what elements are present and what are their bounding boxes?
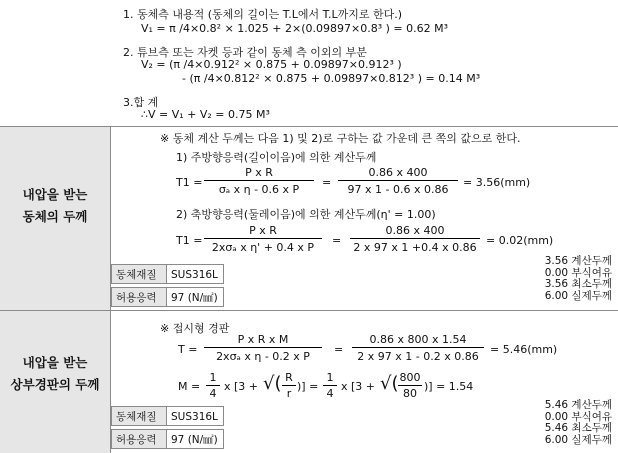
- fraction-bar: [323, 385, 337, 386]
- sec1-result-corrosion: 0.00 부식여유: [544, 266, 612, 279]
- equals-sign: =: [332, 234, 342, 247]
- t-denominator: 2xσₐ x η - 0.2 x P: [216, 350, 310, 363]
- sec2-result-actual: 6.00 실제두께: [544, 433, 612, 446]
- m-lhs: M =: [178, 380, 201, 393]
- sec1-result-calc: 3.56 계산두께: [544, 255, 612, 267]
- sec2-label: [0, 352, 110, 396]
- sec1-result-min: 3.56 최소두께: [544, 278, 612, 290]
- fraction-bar: [352, 347, 484, 348]
- t1-denominator: σₐ x η - 0.6 x P: [218, 183, 300, 196]
- sec1-material-label: 동체재질: [111, 264, 167, 284]
- sec1-label-line1: 내압을 받는: [22, 187, 88, 202]
- fraction-bar: [204, 180, 314, 181]
- sec1-note: ※ 동체 계산 두께는 다음 1) 및 2)로 구하는 값 가운데 큰 쪽의 값으로 한다.: [160, 132, 521, 145]
- sec1-label-line2: 동체의 두께: [22, 209, 88, 224]
- t-denominator-values: 2 x 97 x 1 - 0.2 x 0.86: [357, 350, 479, 363]
- m-quarter2-num: 1: [326, 371, 334, 384]
- t1-numerator-values: 0.86 x 400: [368, 166, 428, 179]
- equals-sign: =: [322, 176, 332, 189]
- t2-numerator-values: 0.86 x 400: [385, 224, 445, 237]
- sqrt-symbol: √(: [263, 373, 282, 394]
- fraction-bar: [338, 180, 458, 181]
- fraction-bar: [204, 347, 322, 348]
- sec1-result-actual: 6.00 실제두께: [544, 289, 612, 302]
- section2-formula-1: V₂ = (π /4×0.912² × 0.875 + 0.09897×0.912³ ): [141, 58, 402, 71]
- sec2-material-label: 동체재질: [111, 406, 167, 426]
- m-quarter2-den: 4: [326, 387, 334, 400]
- sec1-label: [0, 184, 110, 228]
- sec1-stress-value: 97 (N/㎟): [166, 287, 224, 307]
- m-80: 80: [403, 387, 417, 400]
- t2-result: = 0.02(mm): [486, 234, 554, 247]
- section3-title: 3.합 계: [123, 96, 159, 109]
- m-r: r: [286, 387, 292, 400]
- sec1-results: [545, 256, 612, 302]
- equals-sign: =: [334, 343, 344, 356]
- sec1-material-value: SUS316L: [166, 264, 224, 284]
- t2-denominator: 2xσₐ x η' + 0.4 x P: [211, 241, 315, 254]
- sec2-stress-value: 97 (N/㎟): [166, 429, 224, 449]
- section1-formula: V₁ = π /4×0.8² × 1.025 + 2×(0.09897×0.8³ ) = 0.62 M³: [141, 22, 449, 35]
- section2-title: 2. 튜브측 또는 자켓 등과 같이 동체 측 이외의 부분: [123, 46, 367, 59]
- sqrt-symbol: √(: [380, 373, 399, 394]
- t2-numerator: P x R: [249, 224, 277, 237]
- sec1-item1: 1) 주방향응력(길이이음)에 의한 계산두께: [176, 151, 377, 164]
- sec2-note: ※ 접시형 경판: [160, 322, 230, 335]
- fraction-bar: [398, 385, 422, 386]
- t2-denominator-values: 2 x 97 x 1 +0.4 x 0.86: [353, 241, 477, 254]
- m-bracket2-open: x [3 +: [341, 380, 376, 393]
- t-numerator-values: 0.86 x 800 x 1.54: [369, 333, 467, 346]
- t-result: = 5.46(mm): [490, 343, 558, 356]
- m-800: 800: [399, 371, 421, 384]
- m-bracket-close: )] =: [297, 380, 319, 393]
- t1-denominator-values: 97 x 1 - 0.6 x 0.86: [347, 183, 449, 196]
- section2-formula-2: - (π /4×0.812² × 0.875 + 0.09897×0.812³ ) = 0.14 M³: [182, 72, 481, 85]
- t1-result: = 3.56(mm): [463, 176, 531, 189]
- m-quarter-num: 1: [209, 371, 217, 384]
- t-numerator: P x R x M: [237, 333, 289, 346]
- sec2-results: [545, 400, 612, 446]
- fraction-bar: [350, 238, 480, 239]
- sec1-stress-label: 허용응력: [111, 287, 167, 307]
- t1-lhs: T1 =: [176, 176, 203, 189]
- sec2-result-calc: 5.46 계산두께: [544, 399, 612, 411]
- sec2-result-corrosion: 0.00 부식여유: [544, 410, 612, 423]
- section1-title: 1. 동체측 내용적 (동체의 길이는 T.L에서 T.L까지로 한다.): [123, 8, 403, 21]
- fraction-bar: [282, 385, 296, 386]
- t2-lhs: T1 =: [176, 234, 203, 247]
- section3-formula: ∴V = V₁ + V₂ = 0.75 M³: [141, 108, 270, 121]
- m-quarter-den: 4: [209, 387, 217, 400]
- sec1-item2: 2) 축방향응력(둘레이음)에 의한 계산두께(η' = 1.00): [176, 208, 436, 221]
- sec2-result-min: 5.46 최소두께: [544, 422, 612, 434]
- m-R: R: [285, 371, 293, 384]
- fraction-bar: [204, 238, 322, 239]
- sec2-label-line1: 내압을 받는: [22, 355, 88, 370]
- m-bracket-open: x [3 +: [224, 380, 259, 393]
- sec2-material-value: SUS316L: [166, 406, 224, 426]
- sec2-label-line2: 상부경판의 두께: [10, 377, 100, 392]
- m-result: )] = 1.54: [424, 380, 474, 393]
- fraction-bar: [206, 385, 220, 386]
- t1-numerator: P x R: [245, 166, 273, 179]
- sec2-stress-label: 허용응력: [111, 429, 167, 449]
- t-lhs: T =: [178, 343, 198, 356]
